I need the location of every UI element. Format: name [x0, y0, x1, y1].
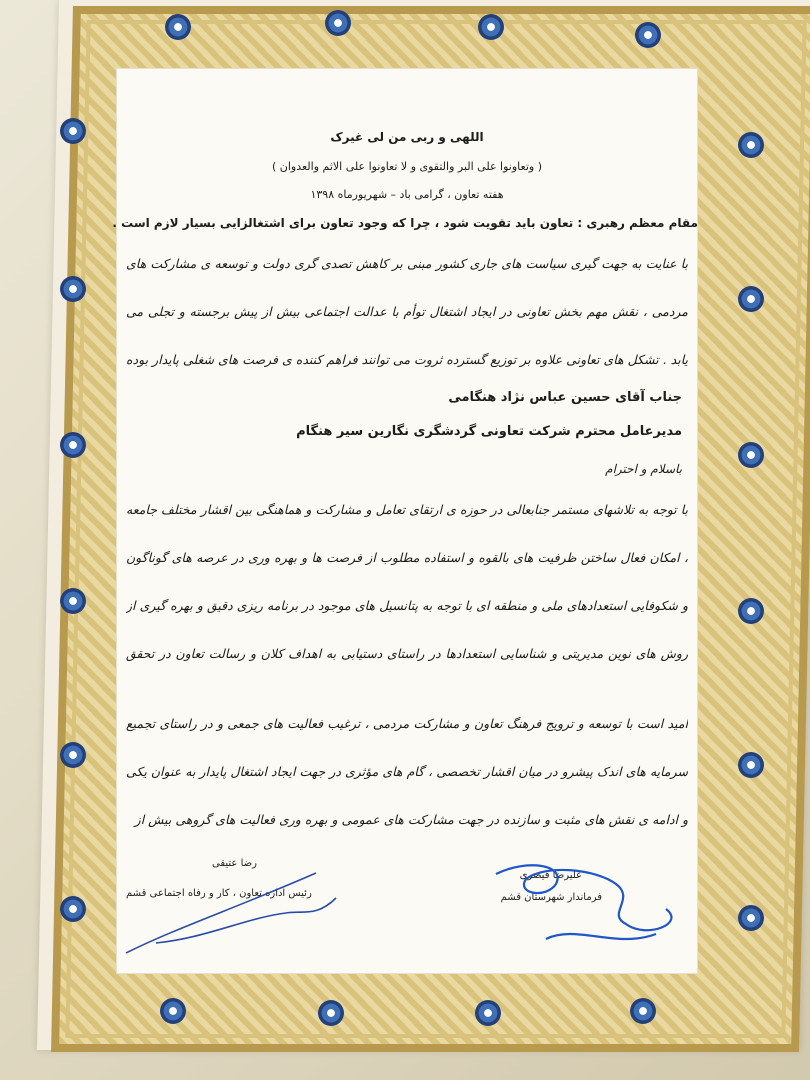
medallion-ornament-icon	[478, 14, 504, 40]
medallion-ornament-icon	[738, 442, 764, 468]
medallion-ornament-icon	[635, 22, 661, 48]
medallion-ornament-icon	[738, 598, 764, 624]
medallion-ornament-icon	[60, 588, 86, 614]
intro-paragraph: با عنایت به جهت گیری سیاست های جاری کشور مبنی بر کاهش تصدی گری دولت و توسعه ی مشارکت های مردمی ، نقش مهم بخش تعاونی در ایجاد اشتغال توأم با عدالت اجتماعی بیش از پیش برجسته و تجلی می یابد . تشکل های تعاونی علاوه بر توزیع گسترده ثروت می توانند فراهم کننده ی فرصت های شغلی پایدار بوده	[126, 256, 688, 367]
header-occasion: هفته تعاون ، گرامی باد – شهریورماه ۱۳۹۸	[310, 188, 504, 201]
header-invocation: اللهی و ربی من لی غیرک	[330, 130, 484, 144]
medallion-ornament-icon	[60, 432, 86, 458]
signature-left-name: رضا عتیقی	[212, 858, 257, 869]
header-verse: ( وتعاونوا علی البر والتقوی و لا تعاونوا علی الاثم والعدوان )	[271, 160, 542, 173]
wish-paragraph: امید است با توسعه و ترویج فرهنگ تعاون و مشارکت مردمی ، ترغیب فعالیت های جمعی و در راستای تجمیع سرمایه های اندک پیشرو در میان اقشار تخصصی ، گام های مؤثری در جهت ایجاد اشتغال پایدار به عنوان یکی	[126, 716, 688, 779]
signature-right-name: علیرضا قیصری	[519, 870, 582, 881]
medallion-ornament-icon	[738, 286, 764, 312]
medallion-ornament-icon	[60, 118, 86, 144]
medallion-ornament-icon	[318, 1000, 344, 1026]
signature-right-title: فرماندار شهرستان قشم	[500, 892, 602, 903]
wish-paragraph-tail: و ادامه ی نقش های مثبت و سازنده در جهت مشارکت های عمومی و بهره وری فعالیت های گروهی بیش از	[134, 812, 688, 827]
medallion-ornament-icon	[630, 998, 656, 1024]
medallion-ornament-icon	[475, 1000, 501, 1026]
medallion-ornament-icon	[325, 10, 351, 36]
certificate-paper	[112, 68, 698, 974]
medallion-ornament-icon	[165, 14, 191, 40]
appreciation-paragraph: با توجه به تلاشهای مستمر جنابعالی در حوزه ی ارتقای تعامل و مشارکت و هماهنگی بین اقشار مختلف جامعه ، امکان فعال ساختن ظرفیت های بالقوه و استفاده مطلوب از فرصت ها و بهره وری در عرصه های گوناگون و شکوفایی استعدادهای ملی و منطقه ای با توجه به پتانسیل های موجود در برنامه ریزی دقیق و بهره گیری از روش های نوین مدیریتی و شناسایی استعدادها در راستای دستیابی به اهداف کلان و رسالت تعاون در تحقق	[126, 502, 688, 661]
header-quote: مقام معظم رهبری : تعاون باید تقویت شود ، چرا که وجود تعاون برای اشتغالزایی بسیار لازم است .	[112, 216, 698, 230]
medallion-ornament-icon	[60, 276, 86, 302]
recipient-name: جناب آقای حسین عباس نژاد هنگامی	[448, 390, 682, 405]
medallion-ornament-icon	[60, 896, 86, 922]
greeting: باسلام و احترام	[605, 462, 682, 476]
medallion-ornament-icon	[60, 742, 86, 768]
handwritten-signature-right	[486, 854, 706, 964]
medallion-ornament-icon	[738, 132, 764, 158]
medallion-ornament-icon	[738, 905, 764, 931]
medallion-ornament-icon	[160, 998, 186, 1024]
recipient-title: مدیرعامل محترم شرکت تعاونی گردشگری نگارین سیر هنگام	[296, 424, 682, 439]
medallion-ornament-icon	[738, 752, 764, 778]
signature-left-title: رئیس اداره تعاون ، کار و رفاه اجتماعی قشم	[126, 888, 312, 899]
handwritten-signature-left	[116, 858, 356, 968]
